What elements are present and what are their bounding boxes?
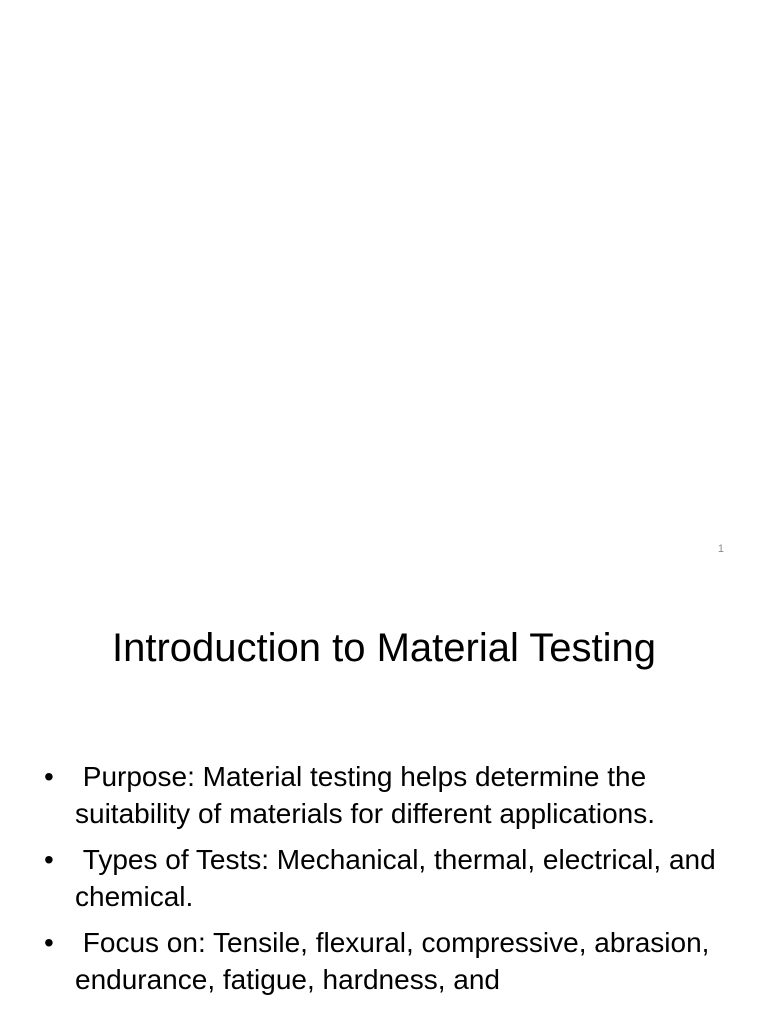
bullet-item-types-of-tests [0, 841, 768, 915]
bullet-marker: • [44, 761, 54, 792]
slide-title: Introduction to Material Testing [111, 626, 656, 670]
bullet-text: Types of Tests: Mechanical, thermal, electrical, and chemical. [75, 844, 724, 912]
bullet-text: Purpose: Material testing helps determine the suitability of materials for different applications. [75, 761, 655, 829]
bullet-marker: • [44, 844, 54, 875]
bullet-text: Focus on: Tensile, flexural, compressive, abrasion, endurance, fatigue, hardness, and [75, 927, 718, 995]
bullet-item-focus-on [0, 924, 768, 998]
bullet-list [0, 758, 768, 1007]
slide-number: 1 [717, 543, 724, 555]
bullet-item-purpose [0, 758, 768, 832]
bullet-marker: • [44, 927, 54, 958]
